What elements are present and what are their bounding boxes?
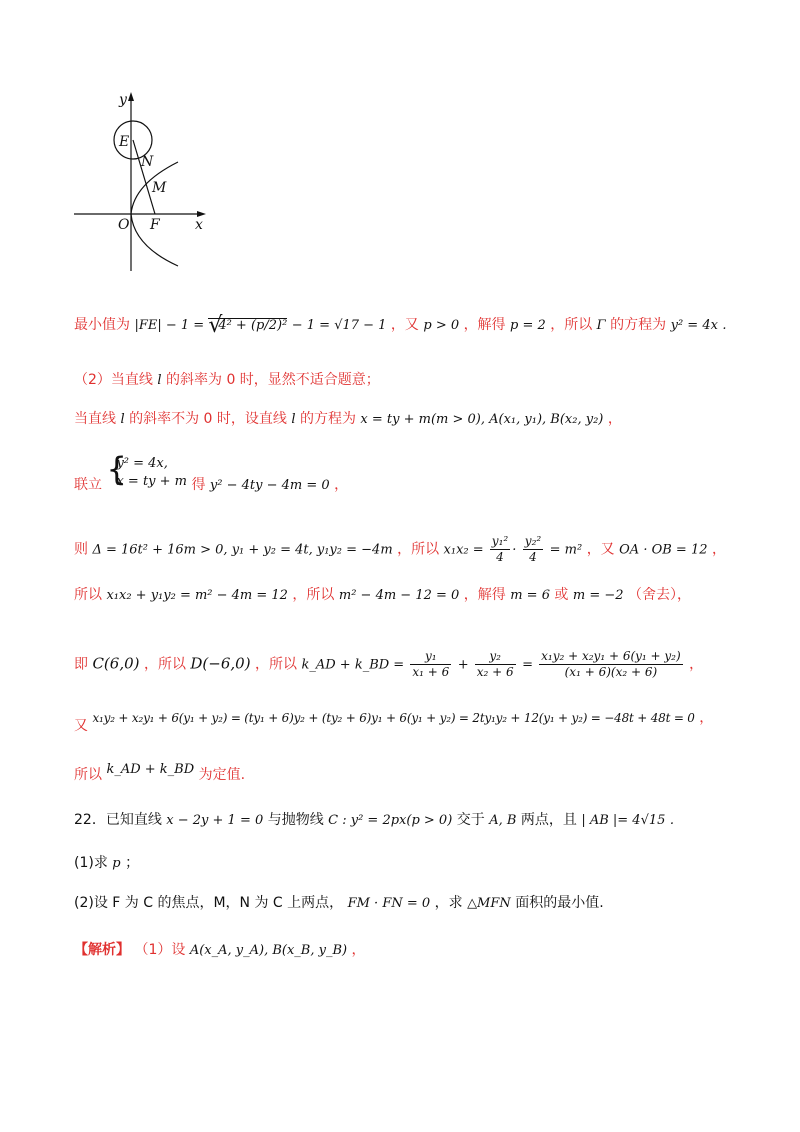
- math: p: [112, 856, 121, 871]
- label-e: E: [119, 134, 130, 150]
- text: 的方程为: [610, 317, 667, 333]
- text: ，所以: [397, 541, 440, 558]
- math: l: [120, 412, 125, 427]
- solution-line-4: [74, 450, 349, 493]
- text: ，: [699, 710, 714, 726]
- math: .: [669, 813, 674, 828]
- math: x₁x₂ + y₁y₂ = m² − 4m = 12: [106, 588, 288, 603]
- text: ，求: [434, 895, 463, 911]
- text: 22．已知直线: [74, 812, 162, 828]
- text: 两点，且: [520, 812, 577, 828]
- text: ，解得: [463, 317, 506, 333]
- math: C(6,0): [92, 654, 140, 673]
- text: ，所以: [255, 656, 298, 673]
- system-eq-1: y² = 4x,: [116, 456, 168, 471]
- text: ；: [125, 855, 140, 871]
- math: +: [457, 657, 473, 673]
- text: 所以: [74, 587, 102, 603]
- text: 联立: [74, 477, 102, 493]
- math: .: [722, 318, 727, 333]
- math: Γ: [596, 318, 606, 333]
- text: ，: [689, 656, 704, 673]
- math: m = 6: [510, 588, 550, 603]
- text: 的方程为: [299, 411, 356, 427]
- text: 所以: [74, 767, 102, 783]
- sqrt-expression: √ 4² + (p/2)²: [208, 313, 288, 338]
- math: y² = 4x: [670, 318, 718, 333]
- text: ，又: [586, 541, 615, 558]
- solution-line-9: [74, 762, 245, 782]
- math: = m²: [549, 542, 583, 558]
- question-22-part-1: [74, 856, 139, 870]
- text: 即: [74, 656, 88, 673]
- math: m = −2: [572, 588, 624, 603]
- fraction: $\frac{\text{y₁²}}{4}$: [491, 534, 509, 564]
- solution-line-1: [74, 313, 727, 338]
- math: FM · FN = 0: [347, 896, 431, 911]
- y-axis-arrow: [128, 92, 134, 101]
- system-eq-2: x = ty + m: [116, 474, 187, 489]
- label-o: O: [118, 217, 130, 233]
- math: =: [522, 657, 538, 673]
- math: k_AD + k_BD =: [301, 657, 409, 673]
- solution-line-6: [74, 588, 691, 602]
- math: y² − 4ty − 4m = 0: [209, 478, 330, 493]
- solution-line-3: [74, 412, 622, 426]
- equation-system: { y² = 4x, x = ty + m: [106, 450, 187, 489]
- math: A(x_A, y_A), B(x_B, y_B): [189, 943, 348, 958]
- text: 或: [554, 587, 569, 603]
- question-22: [74, 813, 674, 827]
- text: 得: [191, 477, 206, 493]
- text: （舍去），: [627, 587, 691, 603]
- parabola-circle-figure: [66, 86, 216, 276]
- analysis-tag: 【解析】: [74, 942, 130, 958]
- math: A, B: [489, 813, 517, 828]
- text: 当直线: [74, 411, 116, 427]
- label-f: F: [150, 217, 160, 233]
- solution-line-7: [74, 649, 703, 680]
- math: p = 2: [510, 318, 546, 333]
- math: k_AD + k_BD: [106, 762, 195, 777]
- text: (2)设 F 为 C 的焦点，M，N 为 C 上两点，: [74, 895, 344, 911]
- text: ，: [711, 541, 726, 558]
- solution-line-8: [74, 711, 713, 733]
- label-x: x: [195, 217, 203, 233]
- solution-line-5: 则 Δ = 16t² + 16m > 0, y₁ + y₂ = 4t, y₁y₂ = −4m ，所以 x₁x₂ = $\frac{\text{y₁²}}{4}$ · $\frac{\text{y₂²}}{4}$ = m² ，又 OA · OB = 12 ，: [74, 534, 726, 564]
- math: x₁y₂ + x₂y₁ + 6(y₁ + y₂) = (ty₁ + 6)y₂ + (ty₂ + 6)y₁ + 6(y₁ + y₂) = 2ty₁y₂ + 12(y₁ + y₂) = −48t + 48t = 0: [92, 711, 695, 725]
- math: x − 2y + 1 = 0: [166, 813, 264, 828]
- text: 与抛物线: [267, 812, 324, 828]
- math: m² − 4m − 12 = 0: [338, 588, 460, 603]
- text: 的斜率不为 0 时，设直线: [129, 411, 287, 427]
- math: OA · OB = 12: [619, 542, 708, 558]
- math: l: [291, 412, 296, 427]
- fraction: $\frac{\text{y₁}}{\text{x₁ + 6}}$: [412, 649, 450, 679]
- text: （1）设: [134, 942, 186, 958]
- text: ，又: [390, 317, 419, 333]
- math: |FE| − 1 =: [134, 318, 209, 333]
- math: x = ty + m(m > 0), A(x₁, y₁), B(x₂, y₂): [360, 412, 604, 427]
- text: 则: [74, 541, 88, 558]
- text: ，所以: [550, 317, 593, 333]
- fraction: $\frac{\text{y₂}}{\text{x₂ + 6}}$: [476, 649, 514, 679]
- text: 的斜率为 0 时，显然不适合题意；: [166, 372, 380, 388]
- text: 交于: [456, 812, 485, 828]
- label-n: N: [141, 154, 154, 170]
- math: l: [157, 373, 162, 388]
- text: ，: [351, 942, 366, 958]
- math: △MFN: [467, 896, 511, 911]
- math: Δ = 16t² + 16m > 0, y₁ + y₂ = 4t, y₁y₂ = −4m: [92, 542, 393, 558]
- math: D(−6,0): [190, 654, 251, 673]
- segment-ef: [133, 140, 155, 214]
- label-y: y: [119, 92, 127, 108]
- math: x₁x₂ =: [443, 542, 488, 558]
- text: （2）当直线: [74, 372, 153, 388]
- math: p > 0: [423, 318, 460, 333]
- text: 面积的最小值.: [515, 895, 604, 911]
- text: 又: [74, 718, 88, 734]
- text: ，所以: [143, 656, 186, 673]
- math: C : y² = 2px(p > 0): [328, 813, 453, 828]
- solution-line-2: [74, 373, 380, 387]
- label-m: M: [152, 180, 167, 196]
- text: ，: [607, 411, 622, 427]
- math: − 1 = √17 − 1: [291, 318, 387, 333]
- math: 4² + (p/2)²: [218, 318, 288, 333]
- math: | AB |= 4√15: [581, 813, 666, 828]
- text: ，: [334, 477, 349, 493]
- text: ，所以: [292, 587, 335, 603]
- text: (1)求: [74, 855, 108, 871]
- solution-start: [74, 943, 366, 957]
- text: 为定值.: [198, 767, 246, 783]
- text: ，解得: [463, 587, 506, 603]
- text: 最小值为: [74, 317, 130, 333]
- question-22-part-2: [74, 896, 604, 910]
- fraction: $\frac{\text{x₁y₂ + x₂y₁ + 6(y₁ + y₂)}}{\text{(x₁ + 6)(x₂ + 6)}}$: [541, 649, 681, 679]
- fraction: $\frac{\text{y₂²}}{4}$: [524, 534, 542, 564]
